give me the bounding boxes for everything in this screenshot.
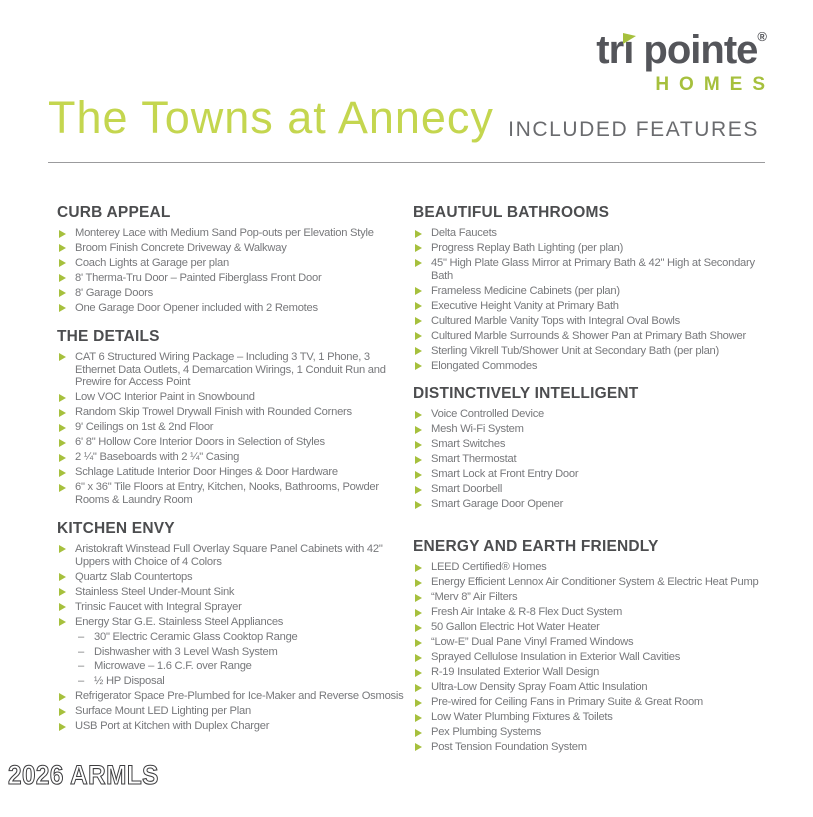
bullet-arrow-icon: [415, 411, 422, 419]
flag-triangle-icon: [623, 33, 636, 44]
bullet-arrow-icon: [415, 426, 422, 434]
feature-item: [413, 651, 773, 664]
bullet-arrow-icon: [59, 545, 66, 553]
feature-item: [413, 681, 773, 694]
bullet-arrow-icon: [415, 302, 422, 310]
features-section: [413, 539, 773, 754]
features-section: [57, 521, 405, 733]
bullet-arrow-icon: [415, 743, 422, 751]
feature-text: “Low-E” Dual Pane Vinyl Framed Windows: [431, 636, 634, 649]
bullet-arrow-icon: [415, 669, 422, 677]
bullet-arrow-icon: [415, 486, 422, 494]
feature-item: [57, 481, 405, 507]
feature-item: [57, 720, 405, 733]
bullet-arrow-icon: [415, 624, 422, 632]
feature-item: [413, 257, 773, 283]
bullet-arrow-icon: [415, 332, 422, 340]
feature-text: Elongated Commodes: [431, 359, 538, 372]
features-section: [57, 205, 405, 315]
header-divider: [48, 162, 765, 163]
feature-text: 8' Therma-Tru Door – Painted Fiberglass Front Door: [75, 271, 322, 284]
feature-text: Delta Faucets: [431, 227, 497, 239]
features-section: [413, 205, 773, 372]
registered-mark: ®: [757, 29, 767, 44]
feature-text: Energy Star G.E. Stainless Steel Appliances: [75, 615, 284, 628]
feature-text: “Merv 8” Air Filters: [431, 591, 518, 604]
feature-item: [413, 345, 773, 358]
feature-text: 2 ¼" Baseboards with 2 ¼" Casing: [75, 451, 240, 464]
section-heading: DISTINCTIVELY INTELLIGENT: [413, 385, 639, 403]
bullet-arrow-icon: [415, 639, 422, 647]
feature-item: [413, 242, 773, 255]
sub-bullet-dash: –: [78, 660, 84, 673]
bullet-arrow-icon: [59, 693, 66, 701]
bullet-arrow-icon: [415, 244, 422, 252]
feature-item: [57, 302, 405, 315]
feature-item: [57, 421, 405, 434]
feature-item: [413, 227, 773, 240]
brand-i-stem: ı: [623, 28, 634, 72]
bullet-arrow-icon: [59, 353, 66, 361]
armls-watermark: 2026 ARMLS: [8, 760, 159, 790]
bullet-arrow-icon: [415, 699, 422, 707]
feature-text: Monterey Lace with Medium Sand Pop-outs per Elevation Style: [75, 227, 374, 239]
bullet-arrow-icon: [415, 564, 422, 572]
bullet-arrow-icon: [415, 441, 422, 449]
brand-letter-i: [623, 30, 633, 70]
feature-item: [57, 436, 405, 449]
feature-item: [413, 666, 773, 679]
feature-item: [57, 586, 405, 599]
tripointe-logo: [508, 28, 775, 142]
feature-text: 6" x 36" Tile Floors at Entry, Kitchen, Nooks, Bathrooms, Powder Rooms & Laundry Room: [75, 481, 379, 506]
section-heading: KITCHEN ENVY: [57, 519, 175, 537]
feature-text: Frameless Medicine Cabinets (per plan): [431, 284, 620, 297]
feature-text: 30" Electric Ceramic Glass Cooktop Range: [94, 630, 298, 643]
feature-item: [57, 601, 405, 614]
feature-item: [57, 391, 405, 404]
feature-text: 9' Ceilings on 1st & 2nd Floor: [75, 421, 214, 434]
feature-text: Ultra-Low Density Spray Foam Attic Insulation: [431, 681, 648, 694]
feature-sub-item: [57, 631, 405, 644]
feature-text: Post Tension Foundation System: [431, 740, 587, 753]
feature-item: [57, 351, 405, 389]
feature-item: [413, 498, 773, 511]
sub-bullet-dash: –: [78, 675, 84, 688]
feature-text: Quartz Slab Countertops: [75, 570, 193, 583]
feature-text: 8' Garage Doors: [75, 286, 153, 299]
bullet-arrow-icon: [59, 304, 66, 312]
feature-text: Executive Height Vanity at Primary Bath: [431, 299, 619, 312]
bullet-arrow-icon: [415, 654, 422, 662]
feature-item: [413, 711, 773, 724]
feature-sub-item: [57, 675, 405, 688]
bullet-arrow-icon: [415, 714, 422, 722]
feature-text: Smart Switches: [431, 438, 506, 451]
feature-text: R-19 Insulated Exterior Wall Design: [431, 666, 600, 679]
feature-item: [413, 741, 773, 754]
feature-item: [413, 330, 773, 343]
feature-item: [413, 576, 773, 589]
bullet-arrow-icon: [59, 394, 66, 402]
bullet-arrow-icon: [415, 287, 422, 295]
section-heading: BEAUTIFUL BATHROOMS: [413, 204, 610, 221]
feature-item: [57, 466, 405, 479]
feature-text: Random Skip Trowel Drywall Finish with Rounded Corners: [75, 406, 352, 419]
bullet-arrow-icon: [415, 362, 422, 370]
feature-text: Smart Lock at Front Entry Door: [431, 468, 579, 481]
feature-text: 45" High Plate Glass Mirror at Primary Bath & 42" High at Secondary Bath: [431, 256, 755, 282]
feature-sub-item: [57, 646, 405, 659]
bullet-arrow-icon: [59, 469, 66, 477]
feature-text: One Garage Door Opener included with 2 Remotes: [75, 301, 318, 314]
features-section: [413, 386, 773, 511]
included-features-label: INCLUDED FEATURES: [508, 118, 759, 141]
brand-text-pre: tr: [596, 28, 624, 72]
feature-item: [413, 636, 773, 649]
feature-item: [413, 423, 773, 436]
feature-text: Refrigerator Space Pre-Plumbed for Ice-Maker and Reverse Osmosis: [75, 690, 404, 703]
bullet-arrow-icon: [59, 424, 66, 432]
feature-item: [413, 300, 773, 313]
feature-item: [413, 453, 773, 466]
community-title: The Towns at Annecy: [48, 92, 494, 143]
feature-item: [57, 543, 405, 569]
feature-item: [413, 360, 773, 373]
feature-item: [57, 451, 405, 464]
feature-item: [413, 285, 773, 298]
feature-item: [57, 406, 405, 419]
feature-text: Surface Mount LED Lighting per Plan: [75, 705, 251, 718]
feature-item: [413, 408, 773, 421]
feature-text: Progress Replay Bath Lighting (per plan): [431, 241, 624, 254]
bullet-arrow-icon: [59, 723, 66, 731]
feature-text: Pre-wired for Ceiling Fans in Primary Suite & Great Room: [431, 696, 703, 709]
bullet-arrow-icon: [59, 588, 66, 596]
feature-item: [57, 272, 405, 285]
feature-text: 50 Gallon Electric Hot Water Heater: [431, 621, 600, 634]
bullet-arrow-icon: [59, 439, 66, 447]
feature-item: [413, 591, 773, 604]
bullet-arrow-icon: [415, 729, 422, 737]
feature-text: LEED Certified® Homes: [431, 561, 547, 574]
feature-text: Cultured Marble Vanity Tops with Integral Oval Bowls: [431, 314, 680, 327]
bullet-arrow-icon: [59, 618, 66, 626]
feature-text: Pex Plumbing Systems: [431, 726, 542, 738]
bullet-arrow-icon: [59, 484, 66, 492]
feature-sub-item: [57, 660, 405, 673]
bullet-arrow-icon: [415, 501, 422, 509]
left-column: [57, 205, 405, 735]
feature-text: 6' 8" Hollow Core Interior Doors in Selection of Styles: [75, 436, 325, 449]
feature-text: Microwave – 1.6 C.F. over Range: [94, 660, 252, 673]
tripointe-wordmark: [508, 30, 767, 70]
feature-item: [413, 606, 773, 619]
bullet-arrow-icon: [415, 609, 422, 617]
bullet-arrow-icon: [59, 274, 66, 282]
bullet-arrow-icon: [59, 708, 66, 716]
feature-text: Smart Doorbell: [431, 483, 503, 496]
bullet-arrow-icon: [59, 289, 66, 297]
feature-text: Smart Garage Door Opener: [431, 498, 564, 511]
feature-item: [413, 468, 773, 481]
homes-wordmark: HOMES: [655, 74, 775, 95]
bullet-arrow-icon: [415, 230, 422, 238]
bullet-arrow-icon: [415, 347, 422, 355]
feature-text: Cultured Marble Surrounds & Shower Pan at Primary Bath Shower: [431, 329, 746, 342]
feature-text: Low Water Plumbing Fixtures & Toilets: [431, 711, 613, 724]
feature-text: USB Port at Kitchen with Duplex Charger: [75, 720, 270, 733]
bullet-arrow-icon: [415, 594, 422, 602]
feature-item: [57, 705, 405, 718]
section-heading: CURB APPEAL: [57, 204, 171, 221]
section-heading: THE DETAILS: [57, 327, 160, 345]
feature-text: Energy Efficient Lennox Air Conditioner System & Electric Heat Pump: [431, 576, 759, 589]
feature-item: [57, 616, 405, 629]
sub-bullet-dash: –: [78, 645, 84, 658]
feature-text: Low VOC Interior Paint in Snowbound: [75, 391, 255, 404]
feature-text: Schlage Latitude Interior Door Hinges & Door Hardware: [75, 466, 338, 479]
feature-text: Fresh Air Intake & R-8 Flex Duct System: [431, 606, 623, 619]
feature-item: [57, 227, 405, 240]
feature-item: [57, 690, 405, 703]
feature-item: [413, 561, 773, 574]
feature-item: [57, 287, 405, 300]
feature-text: Dishwasher with 3 Level Wash System: [94, 645, 278, 658]
feature-text: ½ HP Disposal: [94, 675, 165, 688]
features-section: [57, 329, 405, 507]
bullet-arrow-icon: [59, 454, 66, 462]
feature-item: [413, 726, 773, 739]
bullet-arrow-icon: [59, 259, 66, 267]
feature-item: [413, 696, 773, 709]
bullet-arrow-icon: [415, 259, 422, 267]
feature-item: [413, 621, 773, 634]
feature-text: Broom Finish Concrete Driveway & Walkway: [75, 241, 287, 254]
brand-text-post: pointe: [633, 28, 758, 72]
feature-item: [57, 257, 405, 270]
sub-bullet-dash: –: [78, 630, 84, 643]
feature-text: Mesh Wi-Fi System: [431, 423, 524, 436]
feature-text: Stainless Steel Under-Mount Sink: [75, 585, 235, 598]
right-column: [413, 205, 773, 756]
bullet-arrow-icon: [59, 230, 66, 238]
feature-text: Aristokraft Winstead Full Overlay Square Panel Cabinets with 42" Uppers with Choice of 4 Colors: [75, 542, 383, 568]
bullet-arrow-icon: [415, 471, 422, 479]
feature-item: [57, 242, 405, 255]
bullet-arrow-icon: [415, 456, 422, 464]
bullet-arrow-icon: [59, 244, 66, 252]
bullet-arrow-icon: [415, 579, 422, 587]
feature-text: Trinsic Faucet with Integral Sprayer: [75, 600, 242, 613]
section-heading: ENERGY AND EARTH FRIENDLY: [413, 538, 659, 556]
bullet-arrow-icon: [59, 573, 66, 581]
feature-text: Voice Controlled Device: [431, 408, 545, 421]
feature-text: CAT 6 Structured Wiring Package – Including 3 TV, 1 Phone, 3 Ethernet Data Outlets, 4 Demarcation Wirings, 1 Conduit Run and Prewire for Access Point: [75, 350, 386, 389]
feature-item: [413, 315, 773, 328]
feature-text: Coach Lights at Garage per plan: [75, 256, 229, 269]
bullet-arrow-icon: [59, 603, 66, 611]
feature-item: [57, 571, 405, 584]
feature-text: Sprayed Cellulose Insulation in Exterior Wall Cavities: [431, 651, 681, 664]
feature-item: [413, 438, 773, 451]
bullet-arrow-icon: [415, 317, 422, 325]
feature-text: Smart Thermostat: [431, 453, 517, 466]
feature-item: [413, 483, 773, 496]
bullet-arrow-icon: [415, 684, 422, 692]
bullet-arrow-icon: [59, 409, 66, 417]
feature-text: Sterling Vikrell Tub/Shower Unit at Secondary Bath (per plan): [431, 344, 720, 357]
